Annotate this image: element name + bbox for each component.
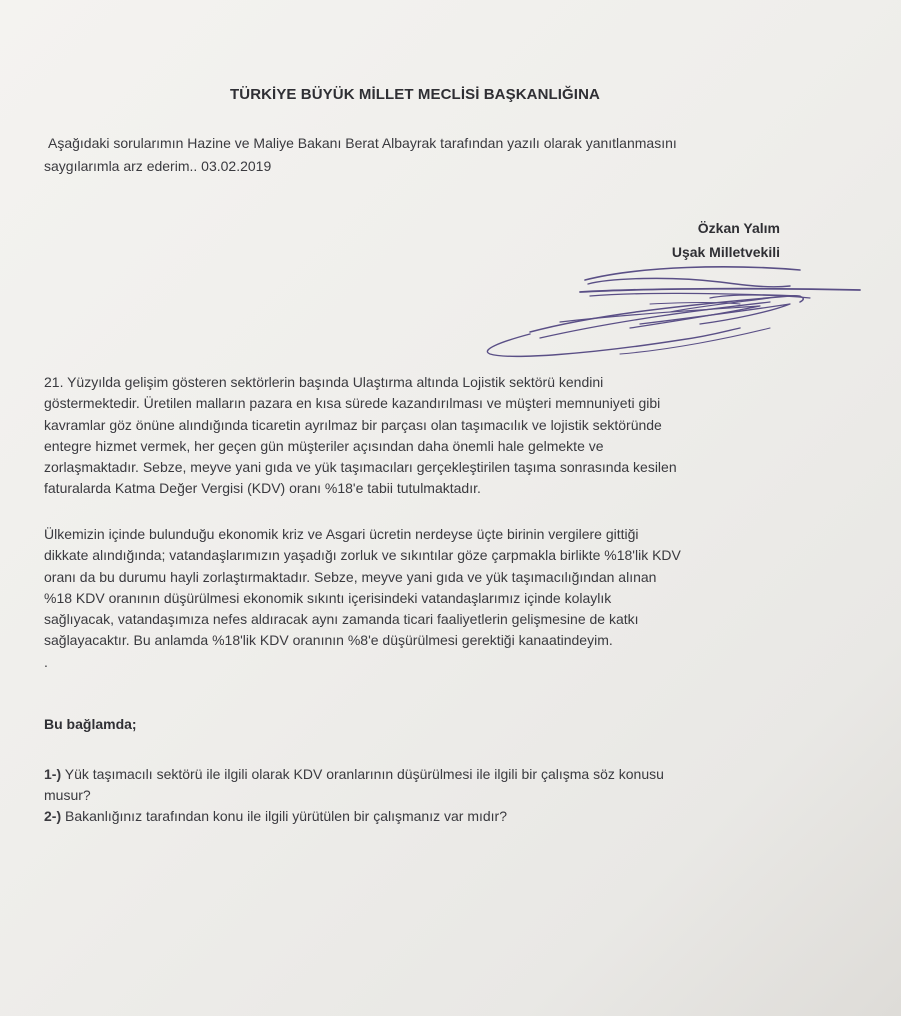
question-text: Yük taşımacılı sektörü ile ilgili olarak KDV oranlarının düşürülmesi ile ilgili bir çalışma söz konusu [64,766,664,782]
signer-title: Uşak Milletvekili [671,244,780,260]
question-item [44,806,824,827]
document-title: TÜRKİYE BÜYÜK MİLLET MECLİSİ BAŞKANLIĞINA [230,86,600,103]
paragraph-line: entegre hizmet vermek, her geçen gün müşteriler açısından daha önemli hale gelmekte ve [44,437,604,454]
paragraph-line: oranı da bu durumu hayli zorlaştırmaktadır. Sebze, meyve yani gıda ve yük taşımacılığından alınan [44,568,657,585]
intro-text [44,132,804,178]
paragraph-line: Ülkemizin içinde bulunduğu ekonomik kriz ve Asgari ücretin nerdeyse üçte birinin vergilere gittiği [44,526,639,542]
paragraph-line: 21. Yüzyılda gelişim gösteren sektörlerin başında Ulaştırma altında Lojistik sektörü kendini [44,374,604,390]
question-text: Bakanlığınız tarafından konu ile ilgili yürütülen bir çalışmanız var mıdır? [65,808,508,824]
signer-block [672,216,780,264]
question-item [44,764,824,806]
question-list [44,764,824,827]
signer-name: Özkan Yalım [697,220,780,236]
paragraph-line: dikkate alındığında; vatandaşlarımızın yaşadığı zorluk ve sıkıntılar göze çarpmakla birlikte %18'lik KDV [44,547,681,564]
section-heading: Bu bağlamda; [44,716,137,732]
question-number: 2-) [44,808,62,824]
handwritten-signature [470,258,870,368]
question-continuation: musur? [44,787,91,803]
question-number: 1-) [44,766,62,782]
paragraph-1 [44,372,804,500]
intro-line: saygılarımla arz ederim.. 03.02.2019 [44,158,272,174]
paragraph-line: zorlaşmaktadır. Sebze, meyve yani gıda ve yük taşımacıları gerçekleştirilen taşıma sonrasında kesilen [44,459,677,476]
intro-line: Aşağıdaki sorularımın Hazine ve Maliye Bakanı Berat Albayrak tarafından yazılı olarak yanıtlanmasını [48,135,677,151]
paragraph-line: kavramlar göz önüne alındığında ticaretin ayrılmaz bir parçası olan taşımacılık ve lojistik sektöründe [44,416,662,433]
paragraph-line: %18 KDV oranının düşürülmesi ekonomik sıkıntı içerisindeki vatandaşlarımız içinde kolaylık [44,589,612,606]
paragraph-line: faturalarda Katma Değer Vergisi (KDV) oranı %18'e tabii tutulmaktadır. [44,480,481,497]
paragraph-line: sağlayacaktır. Bu anlamda %18'lik KDV oranının %8'e düşürülmesi gerektiği kanaatindeyim. [44,632,613,649]
paragraph-line: sağlıyacak, vatandaşımıza nefes aldıracak aynı zamanda ticari faaliyetlerin gelişmesine de katkı [44,611,639,628]
paragraph-line: göstermektedir. Üretilen malların pazara en kısa sürede kazandırılması ve müşteri memnuniyeti gibi [44,395,661,412]
stray-mark: . [44,654,48,670]
paragraph-2 [44,524,804,652]
